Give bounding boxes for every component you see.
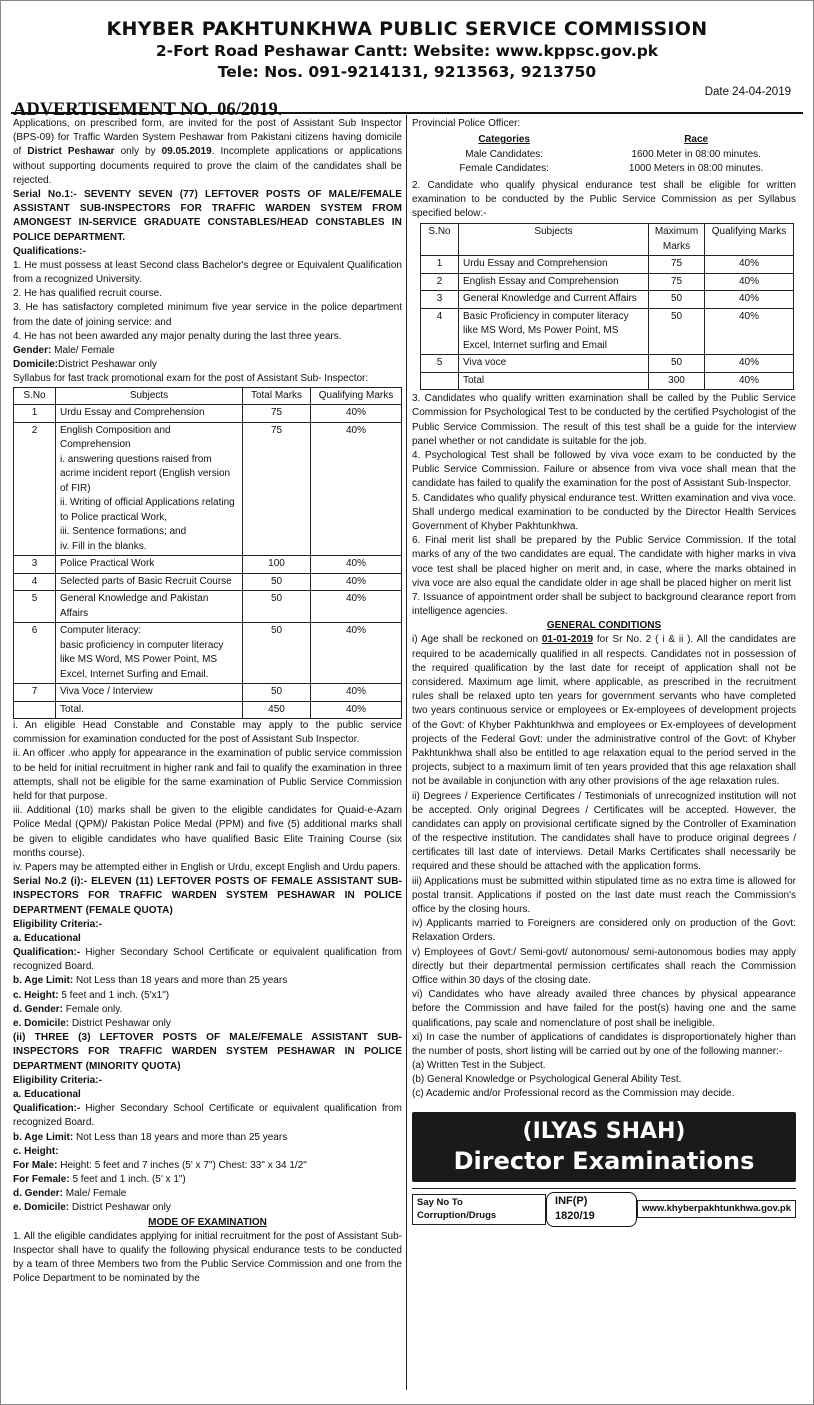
mode-para-1: 1. All the eligible candidates applying for initial recruitment for the post of Assistant Sub-Inspector shall have to qualify the following physical endurance tests to be conducted by a team of three Members two from the Public Service Commission and one from the Police Department to be nominated by the <box>13 1230 402 1285</box>
s3-qual-value: Higher Secondary School Certificate or equivalent qualification from recognized Board. <box>13 1103 402 1129</box>
s3-female-height <box>13 1173 402 1187</box>
table-cell: 40% <box>311 701 402 719</box>
s2-height-value: 5 feet and 1 inch. (5'x1") <box>58 989 170 1001</box>
table-header-cell: Qualifying Marks <box>311 387 402 405</box>
intro-paragraph <box>13 117 402 188</box>
gender-label: Gender: <box>13 345 52 356</box>
table-cell: General Knowledge and Pakistan Affairs <box>56 591 243 623</box>
s3-educational: a. Educational <box>13 1088 81 1100</box>
table-cell: 50 <box>243 591 311 623</box>
syllabus-row <box>14 573 402 591</box>
intro-text-b: only by <box>120 146 156 158</box>
exam-paragraph: 7. Issuance of appointment order shall be subject to background clearance report from intelligence agencies. <box>412 591 796 618</box>
s3-age <box>13 1131 402 1145</box>
s2-eligibility-title: Eligibility Criteria:- <box>13 918 102 930</box>
table-cell: 1 <box>14 405 56 423</box>
table-cell: 40% <box>705 256 794 274</box>
syllabus-row <box>14 701 402 719</box>
syllabus-row <box>14 405 402 423</box>
female-race: 1000 Meters in 08:00 minutes. <box>628 163 764 175</box>
table-cell: English Essay and Comprehension <box>459 273 649 291</box>
s3-male-height <box>13 1159 402 1173</box>
note-item: iv. Papers may be attempted either in English or Urdu, except English and Urdu papers. <box>13 861 401 873</box>
continued-line: Provincial Police Officer: <box>412 118 521 129</box>
table-cell: 2 <box>14 422 56 556</box>
domicile-label: Domicile: <box>13 359 59 371</box>
advertisement-number: ADVERTISEMENT NO. 06/2019. <box>13 100 283 120</box>
s3-male-value: Height: 5 feet and 7 inches (5' x 7") Chest: 33" x 34 1/2" <box>57 1159 307 1171</box>
table-cell: Selected parts of Basic Recruit Course <box>56 573 243 591</box>
qualification-item: 4. He has not been awarded any major penalty during the last three years. <box>13 330 342 342</box>
written-exam-row <box>421 308 794 355</box>
table-cell: Total <box>459 372 649 390</box>
general-condition-item: (a) Written Test in the Subject. <box>412 1060 546 1072</box>
intro-text-c: . Incomplete applications or applications without supporting documents required to prove the claim of the candidates shall be rejected. <box>13 146 402 186</box>
table-cell <box>14 701 56 719</box>
commission-address: 2-Fort Road Peshawar Cantt: Website: www.kppsc.gov.pk <box>155 42 659 60</box>
signatory-role: Director Examinations <box>453 1146 755 1175</box>
s2-gender-label: d. Gender: <box>13 1003 64 1015</box>
header <box>1 1 813 83</box>
exam-paragraph: 4. Psychological Test shall be followed by viva voce exam to be conducted by the Public Service Commission. Failure or absence from viva voce shall mean that the candidate has failed to qualify the examination for the post of Assistant Sub-Inspector. <box>412 450 796 490</box>
table-cell: 5 <box>421 355 459 373</box>
table-cell: 40% <box>311 422 402 556</box>
table-cell: Viva voce <box>459 355 649 373</box>
qualification-item: 2. He has qualified recruit course. <box>13 288 162 300</box>
s3-female-label: For Female: <box>13 1174 70 1186</box>
table-cell: 40% <box>705 355 794 373</box>
table-cell: Computer literacy: basic proficiency in computer literacy like MS Word, MS Power Point, MS Excel, Internet Surfing and Email. <box>56 623 243 684</box>
table-header-cell: Subjects <box>459 224 649 256</box>
syllabus-row <box>14 591 402 623</box>
endurance-categories <box>412 133 796 177</box>
general-condition-item: xi) In case the number of applications of candidates is disproportionately higher than the number of posts, short listing will be carried out by one of the following manner:- <box>412 1031 796 1057</box>
s2-age <box>13 974 402 988</box>
s2-domicile-label: e. Domicile: <box>13 1018 70 1029</box>
syllabus-intro: Syllabus for fast track promotional exam for the post of Assistant Sub- Inspector: <box>13 373 369 385</box>
qualification-item: 3. He has satisfactory completed minimum five year service in the police department from the date of joining service: and <box>13 302 402 328</box>
gc-i-date: 01-01-2019 <box>541 634 594 646</box>
table-header-cell: Total Marks <box>243 387 311 405</box>
syllabus-row <box>14 623 402 684</box>
table-cell: 7 <box>14 684 56 702</box>
female-category: Female Candidates: <box>459 163 549 175</box>
qualification-item: 1. He must possess at least Second class Bachelor's degree or Equivalent Qualification from a recognized University. <box>13 259 402 286</box>
written-exam-row <box>421 372 794 390</box>
table-cell: English Composition and Comprehension i. answering questions raised from acrime incident report (English version of FIR) ii. Writing of official Applications relating to Police practical Work, iii. Sentence formations; and iv. Fill in the blanks. <box>56 422 243 556</box>
serial-3-heading: (ii) THREE (3) LEFTOVER POSTS OF MALE/FEMALE ASSISTANT SUB-INSPECTORS FOR TRAFFIC WARDEN SYSTEM PESHAWAR IN POLICE DEPARTMENT (MINORITY QUOTA) <box>13 1032 402 1072</box>
table-cell <box>421 372 459 390</box>
mode-of-examination-title: MODE OF EXAMINATION <box>148 1216 267 1228</box>
syllabus-row <box>14 422 402 556</box>
s2-gender <box>13 1003 402 1017</box>
s2-height-label: c. Height: <box>13 989 59 1001</box>
table-cell: 40% <box>705 308 794 355</box>
table-cell: Police Practical Work <box>56 556 243 574</box>
written-exam-row <box>421 273 794 291</box>
note-item: ii. An officer .who apply for appearance in the examination of public service commission to be held for initial recruitment in higher rank and fail to qualify the examination in three attempts, shall not be eligible for the same examination of Public Service Commission held for that purpose. <box>13 748 402 802</box>
table-cell: General Knowledge and Current Affairs <box>459 291 649 309</box>
table-cell: 75 <box>243 405 311 423</box>
table-cell: Viva Voce / Interview <box>56 684 243 702</box>
table-cell: 300 <box>649 372 705 390</box>
syllabus-row <box>14 684 402 702</box>
table-cell: 40% <box>311 405 402 423</box>
table-cell: 40% <box>311 591 402 623</box>
domicile-line <box>13 358 402 372</box>
written-exam-row <box>421 256 794 274</box>
serial-2-heading: Serial No.2 (i):- ELEVEN (11) LEFTOVER POSTS OF FEMALE ASSISTANT SUB-INSPECTORS FOR TRAFFIC WARDEN SYSTEM PESHAWAR IN POLICE DEPARTMENT (FEMALE QUOTA) <box>13 876 402 916</box>
exam-paragraphs <box>412 392 796 619</box>
advertisement-date: Date 24-04-2019 <box>704 86 791 98</box>
s2-qual-label: Qualification:- <box>13 947 81 959</box>
s3-age-value: Not Less than 18 years and more than 25 years <box>73 1131 288 1143</box>
table-cell: 40% <box>311 573 402 591</box>
s2-qualification <box>13 946 402 974</box>
written-exam-row <box>421 291 794 309</box>
s3-age-label: b. Age Limit: <box>13 1131 74 1143</box>
male-race: 1600 Meter in 08:00 minutes. <box>631 148 761 160</box>
s2-age-value: Not Less than 18 years and more than 25 years <box>73 975 288 987</box>
s3-domicile <box>13 1201 402 1215</box>
domicile-value: District Peshawar only <box>58 359 157 371</box>
s3-domicile-label: e. Domicile: <box>13 1202 70 1214</box>
s2-gender-value: Female only. <box>63 1003 123 1015</box>
left-column <box>13 117 402 1287</box>
written-exam-row <box>421 355 794 373</box>
table-cell: 5 <box>14 591 56 623</box>
table-header-cell: Subjects <box>56 387 243 405</box>
categories-header: Categories <box>478 134 530 146</box>
table-cell: Urdu Essay and Comprehension <box>56 405 243 423</box>
general-conditions-list <box>412 790 796 1102</box>
table-cell: 50 <box>649 308 705 355</box>
table-cell: Urdu Essay and Comprehension <box>459 256 649 274</box>
general-condition-item: ii) Degrees / Experience Certificates / Testimonials of unrecognized institution will not be accepted. Only original Degrees / Certificates will be accepted. However, the candidates can apply on provisional certificate signed by the Controller of Examination of the respective institution. The candidates shall have to produce original degrees / certificates till last date of interviews. Detail Marks Certificates shall necessarily be required and these should be attached with the application forms. <box>412 790 796 873</box>
s2-domicile <box>13 1017 402 1031</box>
gc-i-text-a: i) Age shall be reckoned on <box>412 634 539 646</box>
column-divider <box>406 115 407 1390</box>
s2-domicile-value: District Peshawar only <box>69 1018 171 1029</box>
s3-domicile-value: District Peshawar only <box>69 1202 171 1214</box>
general-condition-item: (c) Academic and/or Professional record as the Commission may decide. <box>412 1088 735 1100</box>
signatory-banner <box>412 1112 796 1182</box>
s3-qualification <box>13 1102 402 1130</box>
general-condition-i <box>412 633 796 789</box>
s2-height <box>13 989 402 1003</box>
s3-height-title: c. Height: <box>13 1145 59 1157</box>
footer-inf-number: INF(P) 1820/19 <box>546 1192 637 1227</box>
table-cell: 50 <box>649 355 705 373</box>
signatory-name: (ILYAS SHAH) <box>522 1118 686 1144</box>
s2-educational: a. Educational <box>13 932 81 944</box>
gender-value: Male/ Female <box>51 345 115 356</box>
s3-gender-label: d. Gender: <box>13 1188 64 1200</box>
commission-phones: Tele: Nos. 091-9214131, 9213563, 9213750 <box>217 63 597 81</box>
table-cell: 450 <box>243 701 311 719</box>
table-cell: 3 <box>14 556 56 574</box>
gc-i-text-b: for Sr No. 2 ( i & ii ). All the candidates are required to be academically qualified in all respects. Candidates not in possession of the required qualification by the last date for receipt of application shall not be considered. Maximum age limit, where applicable, as prescribed in the recruitment rules shall be relaxed upto ten years for government servants who have completed two years continuous service or employees or Ex-employees of development projects of the Govt: of Khyber Pakhtunkhwa and employees or Ex-employees of development projects of the Federal Govt: under the administrative control of the Govt: of Khyber Pakhtunkhwa shall also be entitled to age relaxation equal to the period served in the projects, subject to a maximum limit of ten years provided that this age relaxation shall not be available in conjunction with any other provisions of the age relaxation rules. <box>412 634 796 788</box>
table-cell: 75 <box>649 256 705 274</box>
header-divider <box>11 112 803 114</box>
table-cell: 40% <box>311 556 402 574</box>
table-cell: 4 <box>14 573 56 591</box>
para-2: 2. Candidate who qualify physical endurance test shall be eligible for written examination to be conducted by the Public Service Commission as per Syllabus specified below:- <box>412 179 796 220</box>
table-cell: 50 <box>243 573 311 591</box>
s3-gender-value: Male/ Female <box>63 1188 127 1200</box>
male-category: Male Candidates: <box>465 148 544 160</box>
gender-line <box>13 344 402 358</box>
note-item: iii. Additional (10) marks shall be given to the eligible candidates for Quaid-e-Azam Police Medal (QPM)/ Pakistan Police Medal (PPM) and five (5) additional marks shall be given to eligible candidates who have qualified Basic Elite Training Course (six months course). <box>13 805 402 859</box>
exam-paragraph: 3. Candidates who qualify written examination shall be called by the Public Service Commission for Psychological Test to be conducted by the certified Psychologist of the Public Service Commission. The result of this test shall be a guide for the interview panel whether or not candidate is suitable for the job. <box>412 393 796 447</box>
general-condition-item: v) Employees of Govt:/ Semi-govt/ autonomous/ semi-autonomous bodies may apply directly but their departmental permission certificates shall reach the Commission Office within 30 days of the closing date. <box>412 946 796 986</box>
intro-text-a: Applications, on prescribed form, are invited for the post of Assistant Sub Inspector (BPS-09) for Traffic Warden System Peshawar from Pakistani citizens having domicile of <box>13 118 402 158</box>
footer-slogan: Say No To Corruption/Drugs <box>412 1194 546 1225</box>
footer-website: www.khyberpakhtunkhwa.gov.pk <box>637 1200 796 1217</box>
table-header-cell: Maximum Marks <box>649 224 705 256</box>
table-cell: Total. <box>56 701 243 719</box>
table-cell: 50 <box>243 684 311 702</box>
s3-female-value: 5 feet and 1 inch. (5' x 1") <box>69 1174 186 1186</box>
table-cell: 40% <box>705 291 794 309</box>
qualifications-title: Qualifications:- <box>13 245 86 257</box>
table-cell: 40% <box>705 273 794 291</box>
right-column <box>412 117 796 1227</box>
qualifications-list <box>13 259 402 344</box>
serial-1-heading: Serial No.1:- SEVENTY SEVEN (77) LEFTOVER POSTS OF MALE/FEMALE ASSISTANT SUB-INSPECTORS FOR TRAFFIC WARDEN SYSTEM FROM AMONGEST IN-SERVICE GRADUATE CONSTABLES/HEAD CONSTABLES IN POLICE DEPARTMENT. <box>13 188 402 243</box>
table-header-cell: Qualifying Marks <box>705 224 794 256</box>
table-cell: 2 <box>421 273 459 291</box>
table-cell: 75 <box>649 273 705 291</box>
general-condition-item: iii) Applications must be submitted within stipulated time as no extra time is allowed for postal transit. Applications if posted on the last date must reach the Commission's office by the closing hours. <box>412 875 796 915</box>
s3-male-label: For Male: <box>13 1159 58 1171</box>
table-cell: 100 <box>243 556 311 574</box>
general-condition-item: iv) Applicants married to Foreigners are considered only on production of the Govt: Relaxation Orders. <box>412 918 796 944</box>
general-conditions-title: GENERAL CONDITIONS <box>546 620 662 632</box>
table-cell: 3 <box>421 291 459 309</box>
table-cell: 6 <box>14 623 56 684</box>
syllabus-table-1 <box>13 387 402 720</box>
exam-paragraph: 5. Candidates who qualify physical endurance test. Written examination and viva voce. Shall undergo medical examination to be conducted by the Director Health Services Government of Khyber Pakhtunkhwa. <box>412 492 796 532</box>
table-cell: 75 <box>243 422 311 556</box>
table-header-cell: S.No <box>421 224 459 256</box>
s2-qual-value: Higher Secondary School Certificate or equivalent qualification from recognized Board. <box>13 947 402 973</box>
general-condition-item: vi) Candidates who have already availed three chances by physical appearance before the Commission and have failed for the post(s) having one and the same qualifications, pay scale and nomenclature of post shall be ineligible. <box>412 989 796 1029</box>
footer <box>412 1188 796 1227</box>
notes-list <box>13 719 402 875</box>
table-cell: 1 <box>421 256 459 274</box>
intro-district: District Peshawar <box>27 146 115 158</box>
exam-paragraph: 6. Final merit list shall be prepared by the Public Service Commission. If the total marks of any of the two candidates are equal. The candidate with higher marks in viva voce test shall be placed higher on merit and, in case, where the marks obtained in viva voce are also equal the candidate older in age shall be placed higher on merit list <box>412 535 796 589</box>
syllabus-table-2 <box>420 223 794 390</box>
intro-last-date: 09.05.2019 <box>161 146 212 158</box>
syllabus-row <box>14 556 402 574</box>
note-item: i. An eligible Head Constable and Constable may apply to the public service commission for examination conducted for the post of Assistant Sub Inspector. <box>13 720 402 746</box>
s3-qual-label: Qualification:- <box>13 1103 81 1115</box>
s3-eligibility-title: Eligibility Criteria:- <box>13 1074 102 1086</box>
table-cell: 4 <box>421 308 459 355</box>
table-cell: 50 <box>649 291 705 309</box>
table-cell: 50 <box>243 623 311 684</box>
table-cell: 40% <box>311 623 402 684</box>
table-cell: Basic Proficiency in computer literacy like MS Word, Ms Power Point, MS Excel, Internet surfing and Email <box>459 308 649 355</box>
table-header-cell: S.No <box>14 387 56 405</box>
table-cell: 40% <box>311 684 402 702</box>
table-cell: 40% <box>705 372 794 390</box>
s3-gender <box>13 1187 402 1201</box>
s2-age-label: b. Age Limit: <box>13 975 74 987</box>
commission-title: KHYBER PAKHTUNKHWA PUBLIC SERVICE COMMISSION <box>106 18 708 40</box>
general-condition-item: (b) General Knowledge or Psychological General Ability Test. <box>412 1074 682 1086</box>
race-header: Race <box>684 134 709 146</box>
